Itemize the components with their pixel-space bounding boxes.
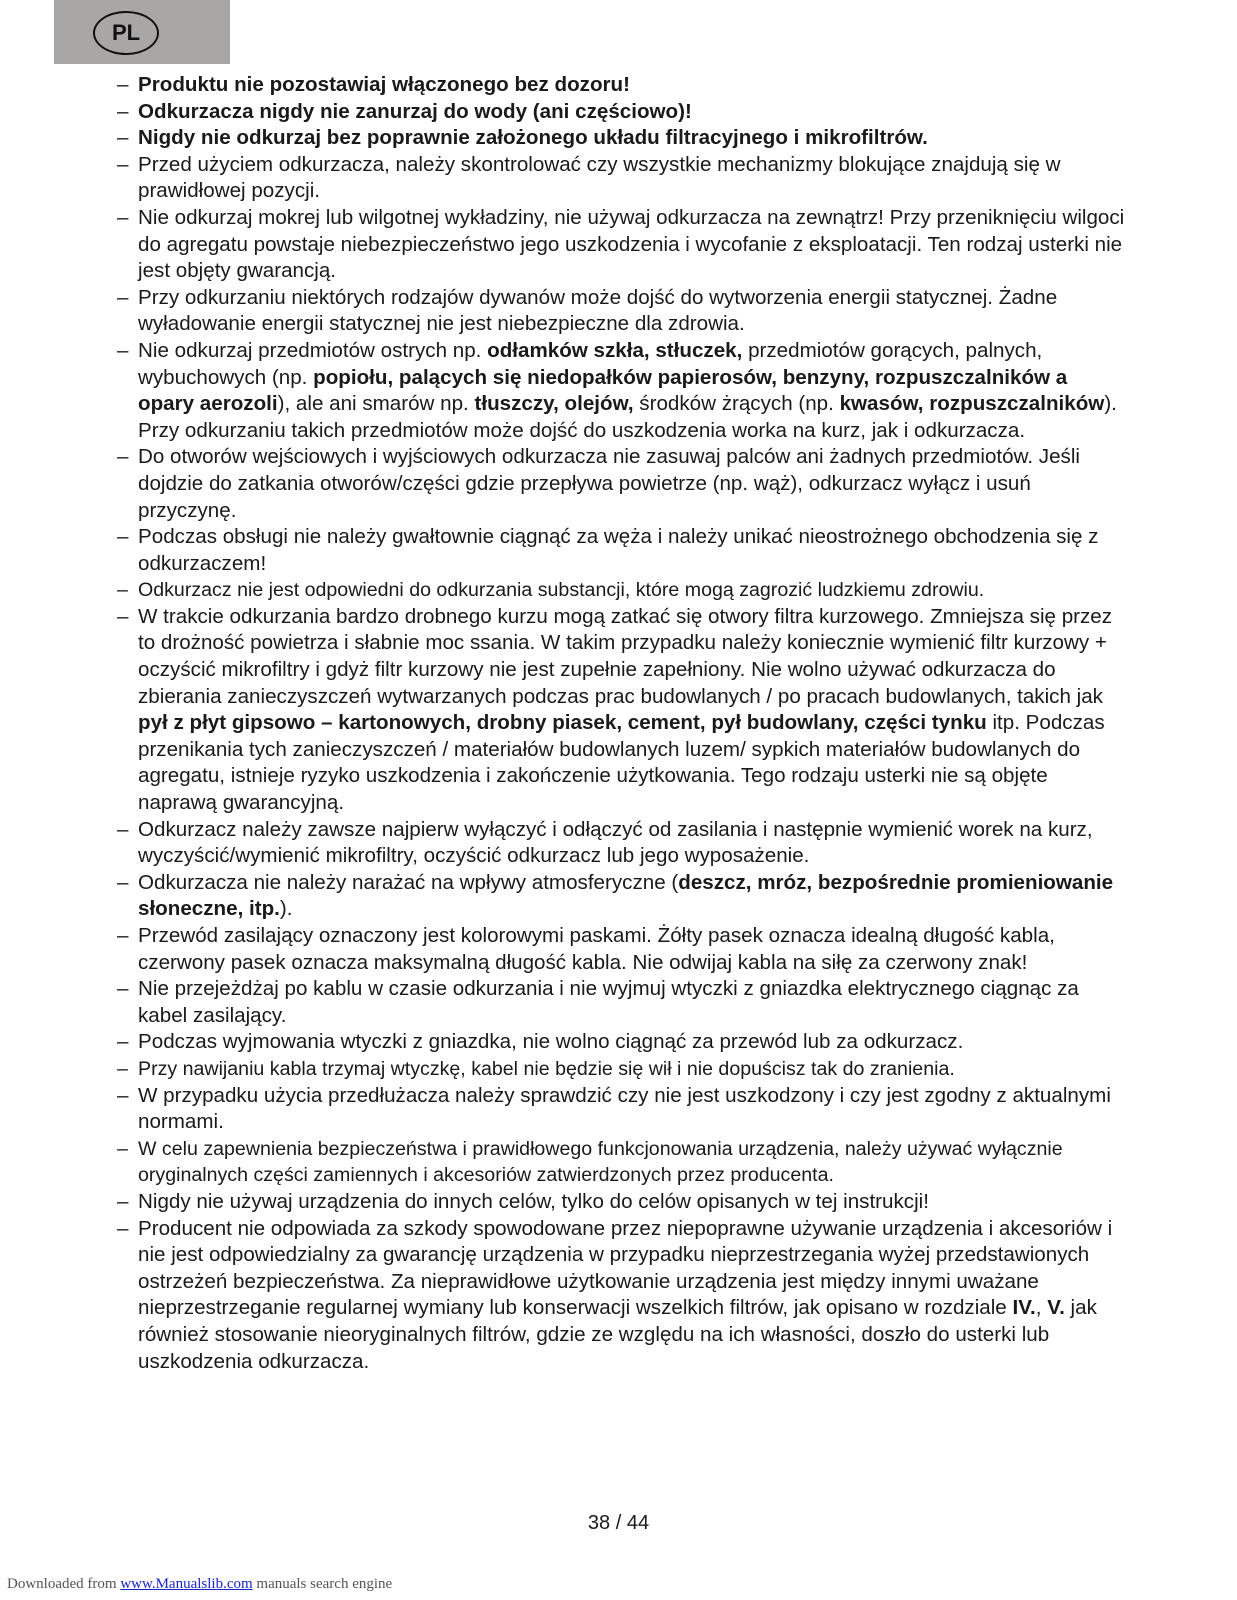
emphasized-text: IV. <box>1012 1296 1036 1320</box>
item-text: środków żrących (np. <box>633 392 840 416</box>
bullet-dash: – <box>117 1030 129 1054</box>
bullet-dash: – <box>117 870 129 894</box>
list-item <box>117 577 1127 604</box>
item-text: Odkurzacza nie należy narażać na wpływy atmosferyczne ( <box>138 870 679 894</box>
footer-prefix: Downloaded from <box>7 1576 121 1592</box>
item-text: Odkurzacz nie jest odpowiedni do odkurzania substancji, które mogą zagrozić ludzkiemu zdrowiu. <box>138 579 985 602</box>
emphasized-text: deszcz, mróz, bezpośrednie promieniowanie słoneczne, itp. <box>138 870 1114 921</box>
language-badge: PL <box>93 11 159 55</box>
item-text: Do otworów wejściowych i wyjściowych odkurzacza nie zasuwaj palców ani żadnych przedmiotów. Jeśli dojdzie do zatkania otworów/części gdzie przepływa powietrze (np. wąż), odkurzacz wyłącz i usuń przyczynę. <box>138 445 1080 522</box>
item-text: Przed użyciem odkurzacza, należy skontrolować czy wszystkie mechanizmy blokujące znajdują się w prawidłowej pozycji. <box>138 152 1061 203</box>
item-text: przedmiotów gorących, palnych, wybuchowych (np. <box>138 338 1043 389</box>
download-footer <box>7 1576 392 1593</box>
list-item <box>117 976 1127 1029</box>
list-item <box>117 72 1127 99</box>
bullet-dash: – <box>117 285 129 309</box>
emphasized-text: popiołu, palących się niedopałków papierosów, benzyny, rozpuszczalników a opary aerozoli <box>138 365 1068 416</box>
item-text: ), ale ani smarów np. <box>277 392 475 416</box>
bullet-dash: – <box>117 99 129 123</box>
item-text: jak również stosowanie nieoryginalnych filtrów, gdzie ze względu na ich własności, doszło do usterki lub uszkodzenia odkurzacza. <box>138 1296 1097 1373</box>
bullet-dash: – <box>117 1216 129 1240</box>
bullet-dash: – <box>117 579 128 602</box>
list-item <box>117 1083 1127 1136</box>
emphasized-text: pył z płyt gipsowo – kartonowych, drobny piasek, cement, pył budowlany, części tynku <box>138 711 987 735</box>
list-item <box>117 604 1127 817</box>
list-item <box>117 205 1127 285</box>
emphasized-text: Odkurzacza nigdy nie zanurzaj do wody (ani częściowo)! <box>138 99 692 123</box>
bullet-dash: – <box>117 1189 129 1213</box>
bullet-dash: – <box>117 525 129 549</box>
emphasized-text: kwasów, rozpuszczalników <box>839 392 1105 416</box>
bullet-dash: – <box>117 205 129 229</box>
bullet-dash: – <box>117 152 129 176</box>
manualslib-link[interactable]: www.Manualslib.com <box>120 1576 253 1592</box>
list-item <box>117 1136 1127 1189</box>
list-item <box>117 1029 1127 1056</box>
bullet-dash: – <box>117 338 129 362</box>
bullet-dash: – <box>117 817 129 841</box>
item-text: Podczas obsługi nie należy gwałtownie ciągnąć za węża i należy unikać nieostrożnego obchodzenia się z odkurzaczem! <box>138 525 1099 575</box>
item-text: W celu zapewnienia bezpieczeństwa i prawidłowego funkcjonowania urządzenia, należy używać wyłącznie oryginalnych części zamiennych i akcesoriów zatwierdzonych przez producenta. <box>138 1137 1063 1187</box>
list-item <box>117 524 1127 577</box>
item-text: Przy odkurzaniu niektórych rodzajów dywanów może dojść do wytworzenia energii statycznej. Żadne wyładowanie energii statycznej nie jest niebezpieczne dla zdrowia. <box>138 285 1058 336</box>
item-text: Nie odkurzaj mokrej lub wilgotnej wykładziny, nie używaj odkurzacza na zewnątrz! Przy przeniknięciu wilgoci do agregatu powstaje niebezpieczeństwo jego uszkodzenia i wycofanie z eksploatacji. Ten rodzaj usterki nie jest objęty gwarancją. <box>138 205 1125 283</box>
item-text: Podczas wyjmowania wtyczki z gniazdka, nie wolno ciągnąć za przewód lub za odkurzacz. <box>138 1030 964 1054</box>
list-item <box>117 1056 1127 1083</box>
safety-instructions-list <box>117 72 1127 1375</box>
bullet-dash: – <box>117 977 129 1001</box>
list-item <box>117 152 1127 205</box>
item-text: , <box>1035 1296 1048 1320</box>
list-item <box>117 125 1127 152</box>
emphasized-text: tłuszczy, olejów, <box>474 392 634 416</box>
item-text: Przy nawijaniu kabla trzymaj wtyczkę, kabel nie będzie się wił i nie dopuścisz tak do zranienia. <box>138 1057 955 1080</box>
item-text: W trakcie odkurzania bardzo drobnego kurzu mogą zatkać się otwory filtra kurzowego. Zmniejsza się przez to drożność powietrza i słabnie moc ssania. W takim przypadku należy koniecznie wymienić filtr kurzowy + oczyścić mikrofiltry i gdyż filtr kurzowy nie jest zupełnie zapełniony. Nie wolno używać odkurzacza do zbierania zanieczyszczeń wytwarzanych podczas prac budowlanych / po pracach budowlanych, takich jak <box>138 604 1113 708</box>
bullet-dash: – <box>117 1137 128 1160</box>
list-item <box>117 444 1127 524</box>
emphasized-text: V. <box>1047 1296 1065 1320</box>
item-text: Odkurzacz należy zawsze najpierw wyłączyć i odłączyć od zasilania i następnie wymienić worek na kurz, wyczyścić/wymienić mikrofiltry, oczyścić odkurzacz lub jego wyposażenie. <box>138 817 1093 868</box>
list-item <box>117 338 1127 444</box>
list-item <box>117 285 1127 338</box>
bullet-dash: – <box>117 1057 128 1080</box>
bullet-dash: – <box>117 73 129 96</box>
bullet-dash: – <box>117 445 129 469</box>
emphasized-text: odłamków szkła, stłuczek, <box>487 338 743 362</box>
list-item <box>117 1216 1127 1376</box>
bullet-dash: – <box>117 1083 129 1107</box>
item-text: ). Przy odkurzaniu takich przedmiotów może dojść do uszkodzenia worka na kurz, jak i odkurzacza. <box>138 392 1117 442</box>
page-number: 38 / 44 <box>587 1512 650 1534</box>
emphasized-text: Produktu nie pozostawiaj włączonego bez dozoru! <box>138 73 630 96</box>
bullet-dash: – <box>117 126 129 150</box>
list-item <box>117 817 1127 870</box>
bullet-dash: – <box>117 924 129 947</box>
list-item <box>117 1189 1127 1216</box>
item-text: itp. Podczas przenikania tych zanieczyszczeń / materiałów budowlanych luzem/ sypkich materiałów budowlanych do agregatu, istnieje ryzyko uszkodzenia i zakończenie użytkowania. Tego rodzaju usterki nie są objęte naprawą gwarancyjną. <box>138 711 1105 815</box>
item-text: ). <box>279 897 293 921</box>
list-item <box>117 99 1127 126</box>
bullet-dash: – <box>117 604 129 628</box>
list-item <box>117 923 1127 976</box>
footer-suffix: manuals search engine <box>252 1576 393 1592</box>
item-text: Nie odkurzaj przedmiotów ostrych np. <box>138 338 488 362</box>
emphasized-text: Nigdy nie odkurzaj bez poprawnie założonego układu filtracyjnego i mikrofiltrów. <box>138 126 928 150</box>
item-text: Przewód zasilający oznaczony jest kolorowymi paskami. Żółty pasek oznacza idealną długość kabla, czerwony pasek oznacza maksymalną długość kabla. Nie odwijaj kabla na siłę za czerwony znak! <box>138 924 1055 974</box>
item-text: Producent nie odpowiada za szkody spowodowane przez niepoprawne używanie urządzenia i akcesoriów i nie jest odpowiedzialny za gwarancję urządzenia w przypadku nieprzestrzegania wyżej przedstawionych ostrzeżeń bezpieczeństwa. Za nieprawidłowe użytkowanie urządzenia jest między innymi uważane nieprzestrzeganie regularnej wymiany lub konserwacji wszelkich filtrów, jak opisano w rozdziale <box>138 1216 1113 1320</box>
item-text: Nigdy nie używaj urządzenia do innych celów, tylko do celów opisanych w tej instrukcji! <box>138 1189 929 1213</box>
list-item <box>117 870 1127 923</box>
item-text: W przypadku użycia przedłużacza należy sprawdzić czy nie jest uszkodzony i czy jest zgodny z aktualnymi normami. <box>138 1083 1111 1134</box>
item-text: Nie przejeżdżaj po kablu w czasie odkurzania i nie wyjmuj wtyczki z gniazdka elektrycznego ciągnąc za kabel zasilający. <box>138 977 1079 1027</box>
